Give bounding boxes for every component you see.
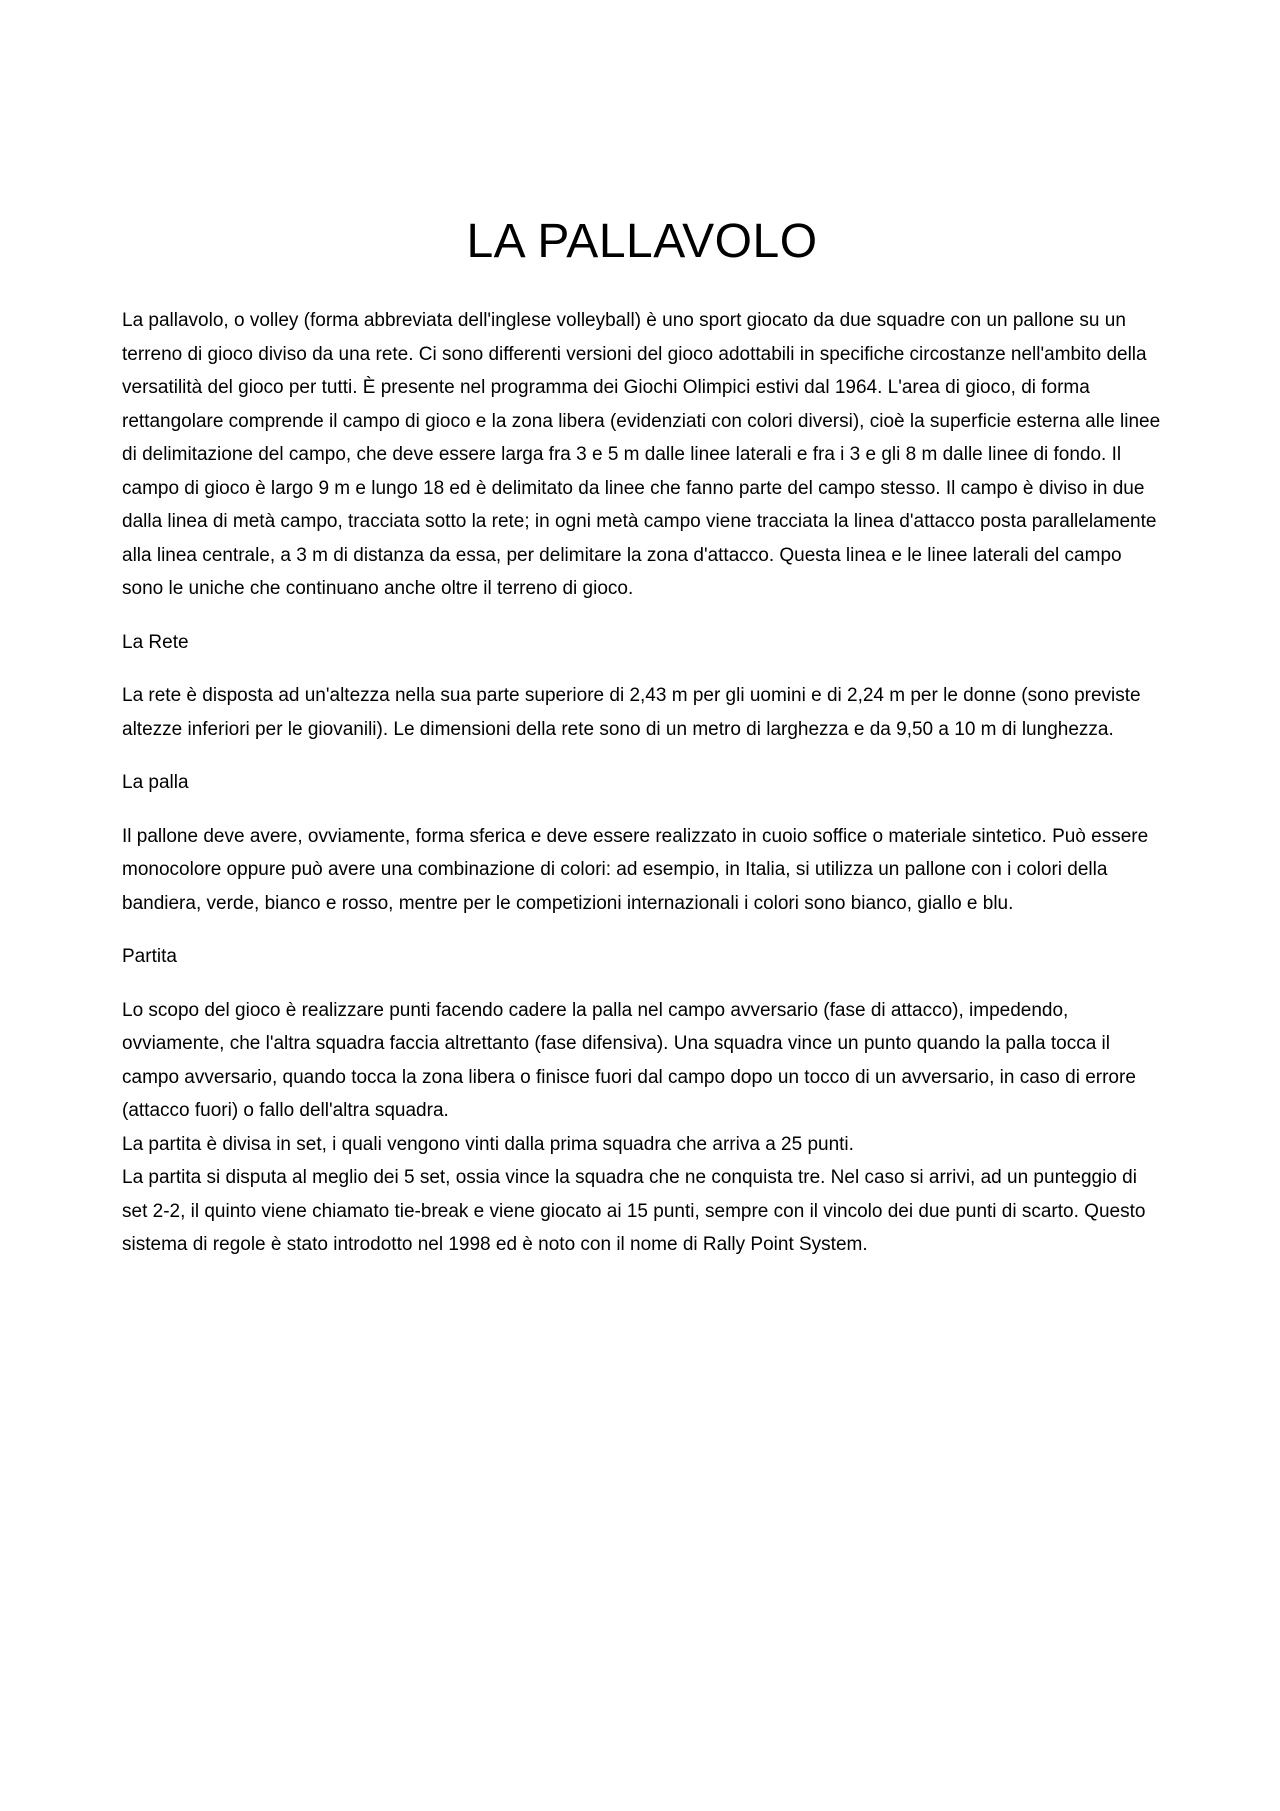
intro-paragraph: La pallavolo, o volley (forma abbreviata dell'inglese volleyball) è uno sport giocato da due squadre con un pallone su un terreno di gioco diviso da una rete. Ci sono differenti versioni del gioco adottabili in specifiche circostanze nell'ambito della versatilità del gioco per tutti. È presente nel programma dei Giochi Olimpici estivi dal 1964. L'area di gioco, di forma rettangolare comprende il campo di gioco e la zona libera (evidenziati con colori diversi), cioè la superficie esterna alle linee di delimitazione del campo, che deve essere larga fra 3 e 5 m dalle linee laterali e fra i 3 e gli 8 m dalle linee di fondo. Il campo di gioco è largo 9 m e lungo 18 ed è delimitato da linee che fanno parte del campo stesso. Il campo è diviso in due dalla linea di metà campo, tracciata sotto la rete; in ogni metà campo viene tracciata la linea d'attacco posta parallelamente alla linea centrale, a 3 m di distanza da essa, per delimitare la zona d'attacco. Questa linea e le linee laterali del campo sono le uniche che continuano anche oltre il terreno di gioco.	[122, 310, 1161, 599]
section-text-partita	[122, 994, 1162, 1262]
section-heading-palla: La palla	[122, 772, 189, 793]
section-text-rete: La rete è disposta ad un'altezza nella sua parte superiore di 2,43 m per gli uomini e di 2,24 m per le donne (sono previste altezze inferiori per le giovanili). Le dimensioni della rete sono di un metro di larghezza e da 9,50 a 10 m di lunghezza.	[122, 685, 1141, 740]
section-heading-rete: La Rete	[122, 631, 189, 653]
section-text-palla: Il pallone deve avere, ovviamente, forma sferica e deve essere realizzato in cuoio soffice o materiale sintetico. Può essere monocolore oppure può avere una combinazione di colori: ad esempio, in Italia, si utilizza un pallone con i colori della bandiera, verde, bianco e rosso, mentre per le competizioni internazionali i colori sono bianco, giallo e blu.	[122, 825, 1149, 914]
partita-line-3: La partita si disputa al meglio dei 5 set, ossia vince la squadra che ne conquista tre. Nel caso si arrivi, ad un punteggio di set 2-2, il quinto viene chiamato tie-break e viene giocato ai 15 punti, sempre con il vincolo dei due punti di scarto. Questo sistema di regole è stato introdotto nel 1998 ed è noto con il nome di Rally Point System.	[122, 1167, 1146, 1255]
section-heading-partita: Partita	[122, 946, 177, 967]
partita-line-1: Lo scopo del gioco è realizzare punti facendo cadere la palla nel campo avversario (fase di attacco), impedendo, ovviamente, che l'altra squadra faccia altrettanto (fase difensiva). Una squadra vince un punto quando la palla tocca il campo avversario, quando tocca la zona libera o finisce fuori dal campo dopo un tocco di un avversario, in caso di errore (attacco fuori) o fallo dell'altra squadra.	[122, 999, 1136, 1121]
partita-line-2: La partita è divisa in set, i quali vengono vinti dalla prima squadra che arriva a 25 punti.	[122, 1133, 854, 1155]
document-title: LA PALLAVOLO	[466, 215, 818, 268]
